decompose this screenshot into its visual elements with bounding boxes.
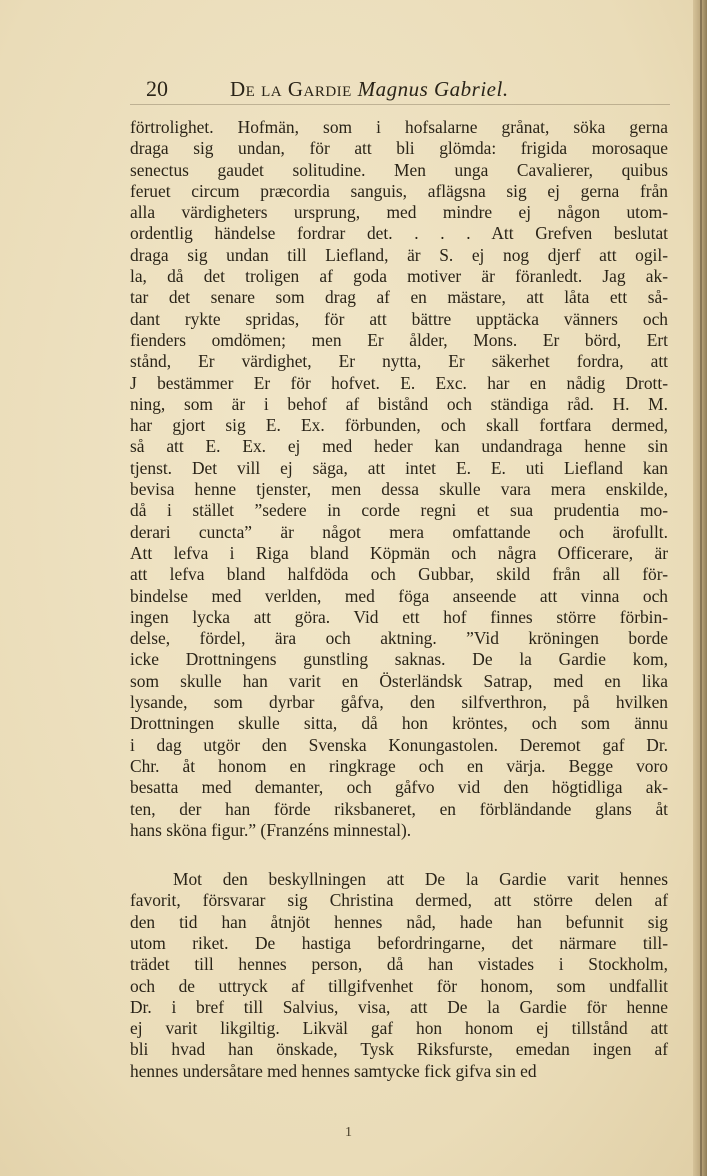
text-line: ingen lycka att göra. Vid ett hof finnes större förbin-: [130, 606, 668, 627]
text-line: senectus gaudet solitudine. Men unga Cavalierer, quibus: [130, 159, 668, 180]
page-number: 20: [146, 76, 168, 101]
text-line: Att lefva i Riga bland Köpmän och några Officerare, är: [130, 542, 668, 563]
paragraph-1: [130, 117, 668, 841]
text-line: draga sig undan, för att bli glömda: frigida morosaque: [130, 138, 668, 159]
running-head-given-names: Magnus Gabriel.: [357, 77, 509, 101]
text-line: hennes undersåtare med hennes samtycke fick gifva sin ed: [130, 1060, 537, 1081]
text-line: som skulle han varit en Österländsk Satrap, med en lika: [130, 670, 668, 691]
text-line: ning, som är i behof af bistånd och ständiga råd. H. M.: [130, 393, 668, 414]
signature-mark: 1: [345, 1125, 352, 1140]
text-line: bli hvad han önskade, Tysk Riksfurste, emedan ingen af: [130, 1039, 668, 1060]
text-line: delse, fördel, ära och aktning. ”Vid kröningen borde: [130, 628, 668, 649]
text-line: lysande, som dyrbar gåfva, den silfverthron, på hvilken: [130, 692, 668, 713]
text-line: bindelse med verlden, med föga anseende att vinna och: [130, 585, 668, 606]
text-line: och de uttryck af tillgifvenhet för honom, som undfallit: [130, 975, 668, 996]
text-line: alla värdigheters ursprung, med mindre ej någon utom-: [130, 202, 668, 223]
text-line: feruet circum præcordia sanguis, aflägsna sig ej gerna från: [130, 180, 668, 201]
text-line: Chr. åt honom en ringkrage och en värja. Begge voro: [130, 755, 668, 776]
text-line: utom riket. De hastiga befordringarne, det närmare till-: [130, 932, 668, 953]
text-line: favorit, försvarar sig Christina dermed, att större delen af: [130, 890, 668, 911]
text-line: ten, der han förde riksbaneret, en förbländande glans åt: [130, 798, 668, 819]
text-line: draga sig undan till Liefland, är S. ej nog djerf att ogil-: [130, 244, 668, 265]
paragraph-gap: [130, 841, 668, 869]
text-line: Drottningen skulle sitta, då hon kröntes, och som ännu: [130, 713, 668, 734]
text-line: stånd, Er värdighet, Er nytta, Er säkerhet fordra, att: [130, 351, 668, 372]
text-line: den tid han åtnjöt hennes nåd, hade han befunnit sig: [130, 911, 668, 932]
text-line: J bestämmer Er för hofvet. E. Exc. har en nådig Drott-: [130, 372, 668, 393]
text-line: ordentlig händelse fordrar det. . . . Att Grefven beslutat: [130, 223, 668, 244]
header-rule: [130, 104, 670, 105]
running-head: [230, 74, 509, 104]
text-line: Mot den beskyllningen att De la Gardie varit hennes: [173, 869, 668, 890]
text-line: då i stället ”sedere in corde regni et sua prudentia mo-: [130, 500, 668, 521]
text-line: bevisa henne tjenster, men dessa skulle vara mera enskilde,: [130, 479, 668, 500]
binding-shadow-line: [700, 0, 702, 1176]
text-line: förtrolighet. Hofmän, som i hofsalarne grånat, söka gerna: [130, 117, 668, 137]
text-line: la, då det troligen af goda motiver är föranledt. Jag ak-: [130, 266, 668, 287]
text-line: icke Drottningens gunstling saknas. De la Gardie kom,: [130, 649, 668, 670]
text-line: har gjort sig E. Ex. förbunden, och skall fortfara dermed,: [130, 415, 668, 436]
text-line: Dr. i bref till Salvius, visa, att De la Gardie för henne: [130, 996, 668, 1017]
text-line: hans sköna figur.” (Franzéns minnestal).: [130, 819, 412, 840]
text-line: så att E. Ex. ej med heder kan undandraga henne sin: [130, 436, 668, 457]
text-line: fienders omdömen; men Er ålder, Mons. Er börd, Ert: [130, 329, 668, 350]
text-line: tjenst. Det vill ej säga, att intet E. E. uti Liefland kan: [130, 457, 668, 478]
text-line: besatta med demanter, och gåfvo vid den högtidliga ak-: [130, 777, 668, 798]
text-line: trädet till hennes person, då han vistades i Stockholm,: [130, 954, 668, 975]
paragraph-2: [130, 869, 668, 1082]
page-header: [130, 74, 670, 104]
text-line: att lefva bland halfdöda och Gubbar, skild från all för-: [130, 564, 668, 585]
text-line: ej varit likgiltig. Likväl gaf hon honom ej tillstånd att: [130, 1018, 668, 1039]
text-line: dant rykte spridas, för att bättre upptäcka vänners och: [130, 308, 668, 329]
page-body: [130, 117, 668, 1082]
text-line: derari cuncta” är något mera omfattande och ärofullt.: [130, 521, 668, 542]
text-line: i dag utgör den Svenska Konungastolen. Deremot gaf Dr.: [130, 734, 668, 755]
text-line: tar det senare som drag af en mästare, att låta ett så-: [130, 287, 668, 308]
running-head-family: De la Gardie: [230, 77, 352, 101]
